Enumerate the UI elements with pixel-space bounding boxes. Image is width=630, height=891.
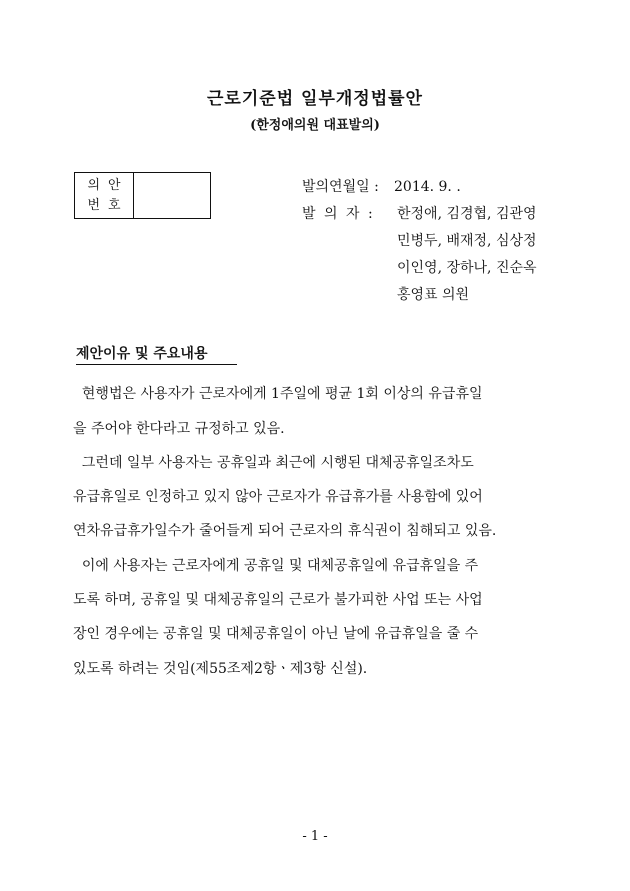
paragraph-3-line-1: 이에 사용자는 근로자에게 공휴일 및 대체공휴일에 유급휴일을 주 (73, 558, 479, 574)
bill-number-value (134, 173, 210, 218)
bill-number-label-line2: 번호 (87, 197, 129, 213)
proposer-row (302, 203, 394, 223)
proposer-label (302, 203, 394, 223)
bill-number-label-line1: 의안 (87, 177, 129, 193)
paragraph-1-line-2: 을 주어야 한다라고 규정하고 있음. (73, 421, 285, 437)
proposer-line-3: 이인영, 장하나, 진순옥 (397, 260, 537, 276)
bill-number-box (74, 172, 211, 219)
section-heading: 제안이유 및 주요내용 (76, 346, 208, 362)
paragraph-2-line-3: 연차유급휴가일수가 줄어들게 되어 근로자의 휴식권이 침해되고 있음. (73, 523, 497, 539)
proposal-date-value: 2014. 9. . (394, 179, 461, 195)
proposer-label-char-3: 자 (346, 206, 360, 222)
page-number: - 1 - (302, 829, 328, 844)
proposer-colon: : (368, 206, 373, 222)
paragraph-2-line-1: 그런데 일부 사용자는 공휴일과 최근에 시행된 대체공휴일조차도 (73, 455, 474, 471)
bill-number-label (75, 173, 134, 218)
paragraph-3-line-4: 있도록 하려는 것임(제55조제2항ㆍ제3항 신설). (73, 661, 368, 677)
paragraph-3-line-2: 도록 하며, 공휴일 및 대체공휴일의 근로가 불가피한 사업 또는 사업 (73, 592, 483, 608)
section-heading-underline (76, 364, 237, 365)
paragraph-1-line-1: 현행법은 사용자가 근로자에게 1주일에 평균 1회 이상의 유급휴일 (73, 386, 483, 402)
proposer-label-char-2: 의 (324, 206, 338, 222)
proposal-date-row (302, 176, 461, 196)
document-title: 근로기준법 일부개정법률안 (207, 89, 423, 109)
document-subtitle: (한정애의원 대표발의) (250, 118, 380, 133)
proposer-label-char-1: 발 (302, 206, 316, 222)
proposal-date-label: 발의연월일 : (302, 179, 379, 195)
paragraph-3-line-3: 장인 경우에는 공휴일 및 대체공휴일이 아닌 날에 유급휴일을 줄 수 (73, 626, 479, 642)
proposer-line-4: 홍영표 의원 (397, 287, 470, 303)
proposer-line-2: 민병두, 배재정, 심상정 (397, 233, 537, 249)
paragraph-2-line-2: 유급휴일로 인정하고 있지 않아 근로자가 유급휴가를 사용함에 있어 (73, 489, 483, 505)
proposer-line-1: 한정애, 김경협, 김관영 (397, 206, 537, 222)
